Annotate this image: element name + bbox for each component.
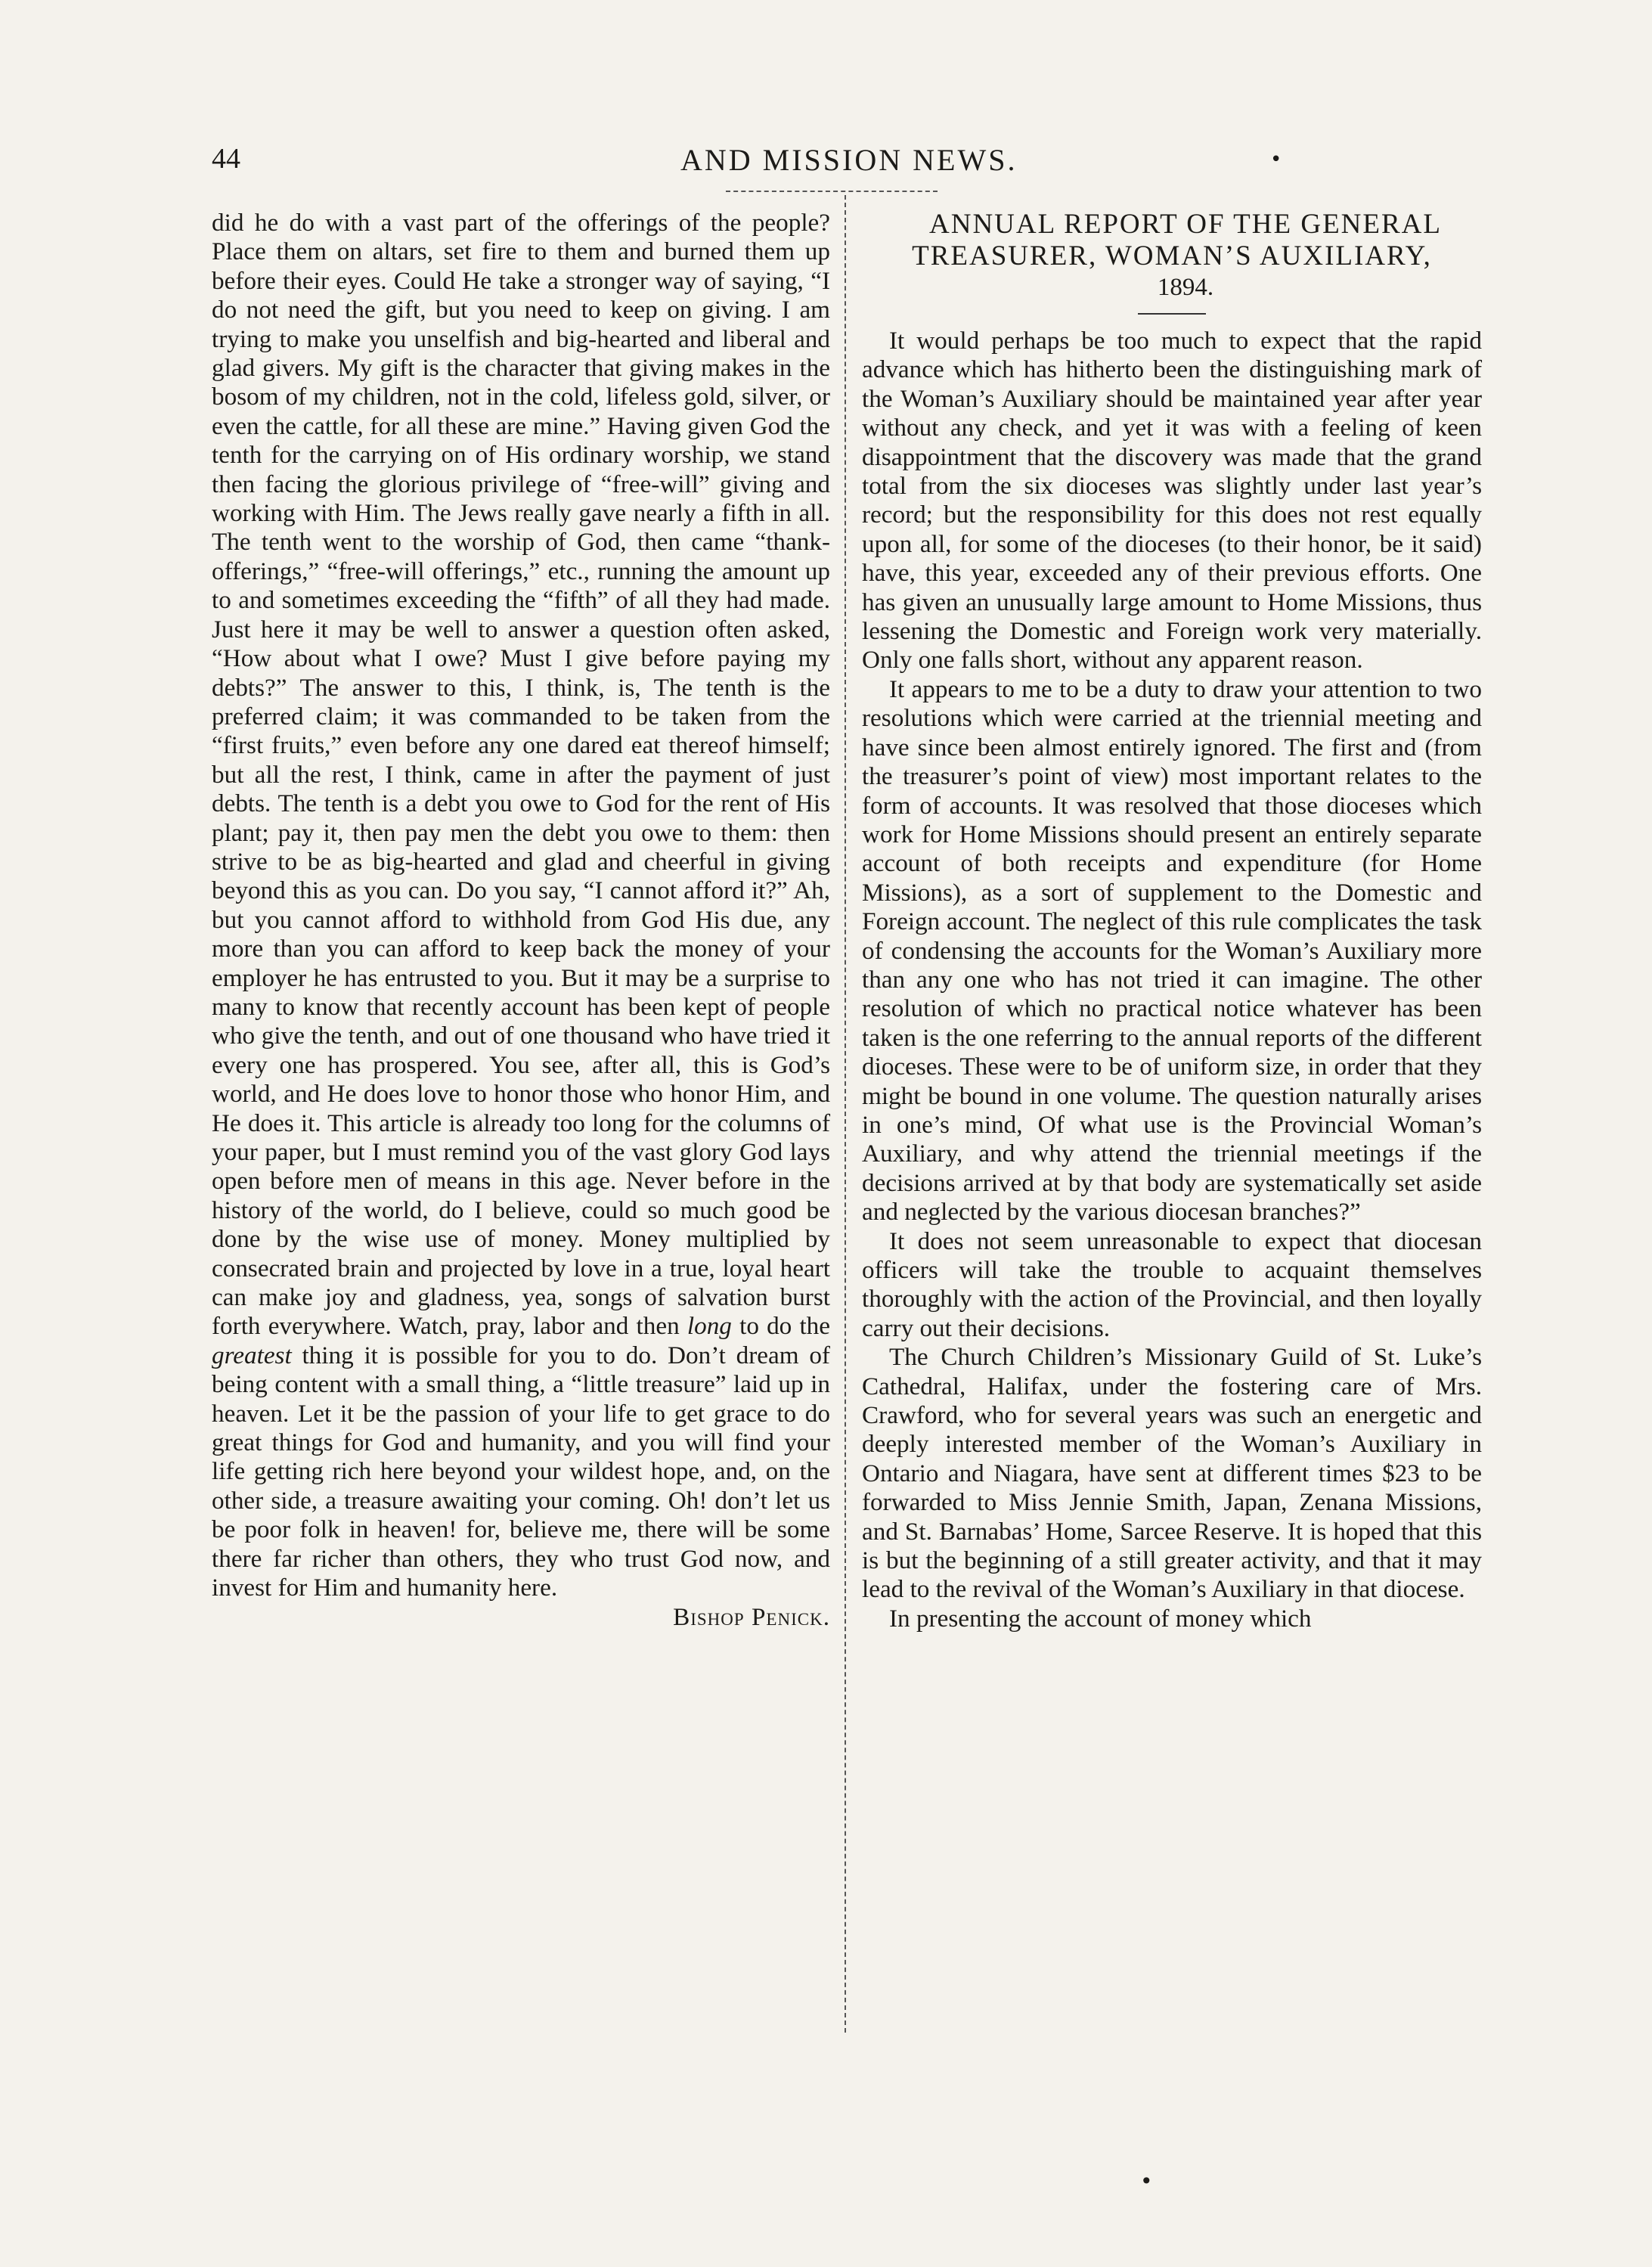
left-column-paragraph: [212, 209, 830, 1603]
left-column: [212, 209, 830, 1632]
report-paragraph: It would perhaps be too much to expect that the rapid advance which has hitherto been the distinguishing mark of the Woman’s Auxiliary should be maintained year after year without any check, and yet it was with a feeling of keen disappointment that the discovery was made that the grand total from the six dioceses was slightly under last year’s record; but the responsibility for this does not rest equally upon all, for some of the dioceses (to their honor, be it said) have, this year, exceeded any of their previous efforts. One has given an unusually large amount to Home Missions, thus lessening the Domestic and Foreign work very materially. Only one falls short, without any apparent reason.: [862, 327, 1482, 675]
report-paragraph: It appears to me to be a duty to draw your attention to two resolutions which were carried at the triennial meeting and have since been almost entirely ignored. The first and (from the treasurer’s point of view) most important relates to the form of accounts. It was resolved that those dioceses which work for Home Missions should present an entirely separate account of both receipts and expenditure (for Home Missions), as a sort of supplement to the Domestic and Foreign account. The neglect of this rule complicates the task of condensing the accounts for the Woman’s Auxiliary more than any one who has not tried it can imagine. The other resolution of which no practical notice whatever has been taken is the one referring to the annual reports of the different dioceses. These were to be of uniform size, in order that they might be bound in one volume. The question naturally arises in one’s mind, Of what use is the Provincial Woman’s Auxiliary, and why attend the triennial meetings if the decisions arrived at by that body are systematically set aside and neglected by the various diocesan branches?”: [862, 675, 1482, 1227]
report-paragraph: The Church Children’s Missionary Guild of St. Luke’s Cathedral, Halifax, under the fostering care of Mrs. Crawford, who for several years was such an energetic and deeply interested member of the Woman’s Auxiliary in Ontario and Niagara, have sent at different times $23 to be forwarded to Miss Jennie Smith, Japan, Zenana Missions, and St. Barnabas’ Home, Sarcee Reserve. It is hoped that this is but the beginning of a still greater activity, and that it may lead to the revival of the Woman’s Auxiliary in that diocese.: [862, 1343, 1482, 1604]
page-number: 44: [212, 143, 240, 175]
header-rule: [726, 191, 938, 192]
column-divider: [845, 195, 846, 2033]
running-head: AND MISSION NEWS.: [680, 143, 1018, 177]
italic-long: long: [687, 1312, 732, 1341]
page-header: [212, 142, 1482, 188]
right-column: [862, 209, 1482, 1633]
left-paragraph-text: did he do with a vast part of the offerings of the people? Place them on altars, set fire to them and burned them up before their eyes. Could He take a stronger way of saying, “I do not need the gift, but you need to keep on giving. I am trying to make you unselfish and big-hearted and liberal and glad givers. My gift is the character that giving makes in the bosom of my children, not in the cold, lifeless gold, silver, or even the cattle, for all these are mine.” Having given God the tenth for the carrying on of His ordinary worship, we stand then facing the glorious privilege of “free-will” giving and working with Him. The Jews really gave nearly a fifth in all. The tenth went to the worship of God, then came “thank-offerings,” “free-will offerings,” etc., running the amount up to and sometimes exceeding the “fifth” of all they had made. Just here it may be well to answer a question often asked, “How about what I owe? Must I give before paying my debts?” The answer to this, I think, is, The tenth is the preferred claim; it was commanded to be taken from the “first fruits,” even before any one dared eat thereof himself; but all the rest, I think, came in after the payment of just debts. The tenth is a debt you owe to God for the rent of His plant; pay it, then pay men the debt you owe to them: then strive to be as big-hearted and glad and cheerful in giving beyond this as you can. Do you say, “I cannot afford it?” Ah, but you cannot afford to withhold from God His due, any more than you can afford to keep back the money of your employer he has entrusted to you. But it may be a surprise to many to know that recently account has been kept of people who give the tenth, and out of one thousand who have tried it every one has prospered. You see, after all, this is God’s world, and He does love to honor those who honor Him, and He does it. This article is already too long for the columns of your paper, but I must remind you of the vast glory God lays open before men of means in this age. Never before in the history of the world, do I believe, could so much good be done by the wise use of money. Money multiplied by consecrated brain and projected by love in a true, loyal heart can make joy and gladness, yea, songs of salvation burst forth everywhere. Watch, pray, labor and then: [212, 209, 830, 1341]
article-title: ANNUAL REPORT OF THE GENERAL TREASURER, WOMAN’S AUXILIARY,: [912, 209, 1442, 271]
report-paragraph: In presenting the account of money which: [889, 1604, 1312, 1633]
title-rule: [1138, 313, 1206, 315]
report-paragraph: It does not seem unreasonable to expect that diocesan officers will take the trouble to acquaint themselves thoroughly with the action of the Provincial, and then loyally carry out their decisions.: [862, 1227, 1482, 1342]
left-paragraph-end: thing it is possible for you to do. Don’t dream of being content with a small thing, a “little treasure” laid up in heaven. Let it be the passion of your life to get grace to do great things for God and humanity, and you will find your life getting rich here beyond your wildest hope, and, on the other side, a treasure awaiting your coming. Oh! don’t let us be poor folk in heaven! for, believe me, there will be some there far richer than others, they who trust God now, and invest for Him and humanity here.: [212, 1341, 830, 1602]
italic-greatest: greatest: [212, 1341, 292, 1369]
left-paragraph-mid: to do the: [731, 1312, 831, 1341]
article-year: 1894.: [1157, 274, 1214, 301]
header-dot: •: [1270, 148, 1282, 171]
signature-text: Bishop Penick.: [673, 1602, 830, 1631]
footer-dot: •: [1140, 2169, 1153, 2194]
author-signature: [212, 1603, 830, 1632]
